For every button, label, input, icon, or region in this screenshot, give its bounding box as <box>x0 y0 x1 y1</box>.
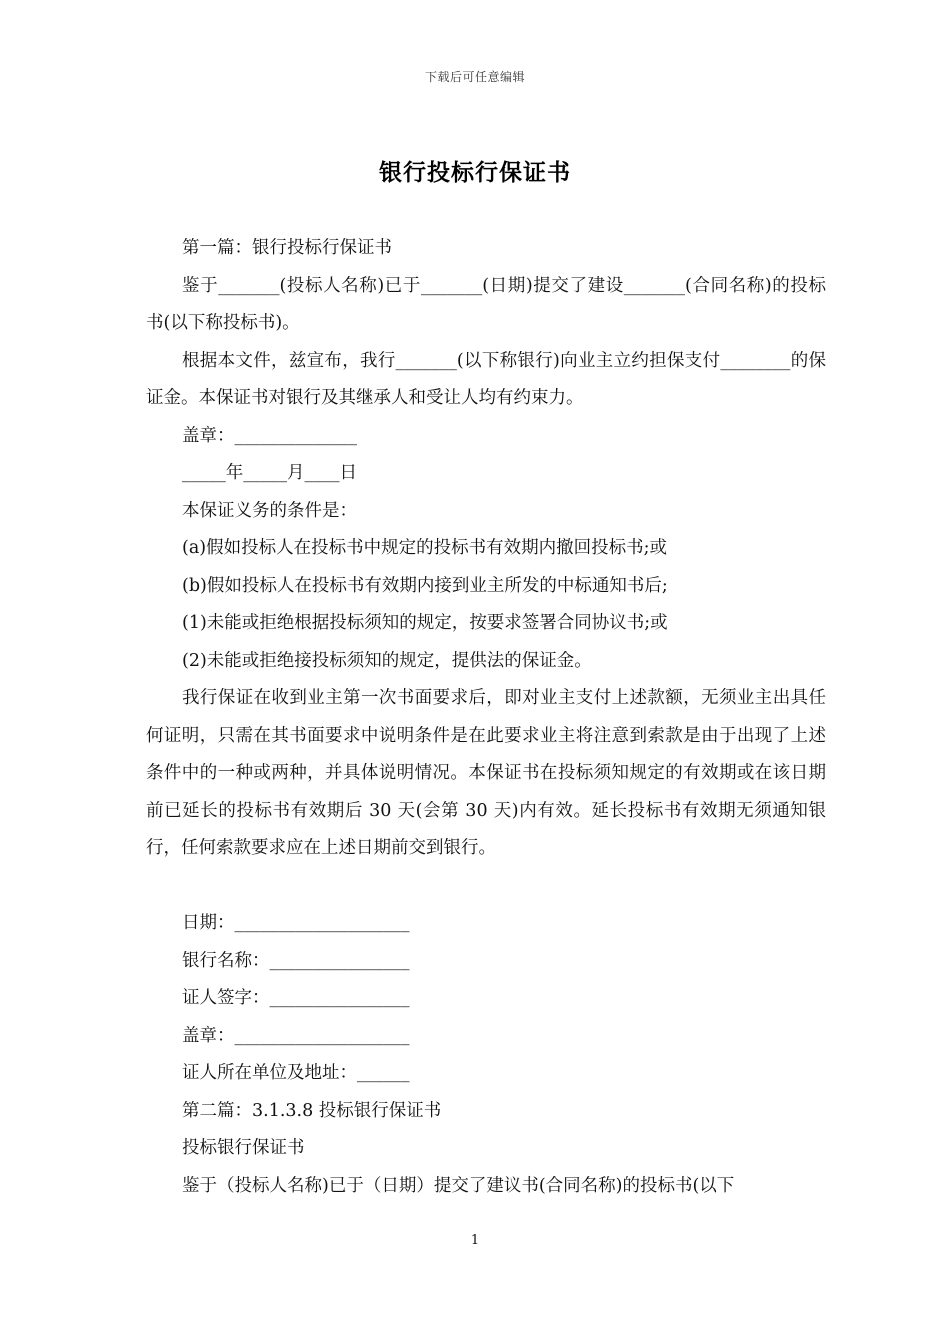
condition-b: (b)假如投标人在投标书有效期内接到业主所发的中标通知书后; <box>182 575 668 596</box>
section-subtitle: 投标银行保证书 <box>182 1138 305 1158</box>
condition-2: (2)未能或拒绝接投标须知的规定，提供法的保证金。 <box>182 650 592 671</box>
blank-line <box>146 868 826 906</box>
section-heading-2: 第二篇：3.1.3.8 投标银行保证书 <box>182 1100 442 1121</box>
signature-date-line: 日期：____________________ <box>182 913 410 933</box>
bank-name-line: 银行名称：________________ <box>182 950 410 971</box>
condition-a: (a)假如投标人在投标书中规定的投标书有效期内撤回投标书;或 <box>182 538 667 558</box>
signature-seal-line: 盖章：____________________ <box>182 1025 410 1046</box>
seal-line: 盖章：______________ <box>182 425 357 446</box>
conditions-heading: 本保证义务的条件是： <box>182 500 357 521</box>
document-body <box>146 230 826 1205</box>
page-number: 1 <box>470 1233 480 1248</box>
date-line: _____年_____月____日 <box>182 463 357 483</box>
paragraph-second-intro: 鉴于（投标人名称)已于（日期）提交了建议书(合同名称)的投标书(以下 <box>182 1175 735 1196</box>
paragraph-guarantee: 我行保证在收到业主第一次书面要求后，即对业主支付上述款额，无须业主出具任何证明，只需在其书面要求中说明条件是在此要求业主将注意到索款是由于出现了上述条件中的一种或两种，并具体说明情况。本保证书在投标须知规定的有效期或在该日期前已延长的投标书有效期后 30 天(会第 30 天)内有效。延长投标书有效期无须通知银行，任何索款要求应在上述日期前交到银行。 <box>146 688 826 858</box>
witness-address-line: 证人所在单位及地址：______ <box>182 1063 410 1083</box>
paragraph-declaration: 根据本文件，兹宣布，我行_______(以下称银行)向业主立约担保支付________的保证金。本保证书对银行及其继承人和受让人均有约束力。 <box>146 350 826 408</box>
document-title: 银行投标行保证书 <box>379 159 571 186</box>
condition-1: (1)未能或拒绝根据投标须知的规定，按要求签署合同协议书;或 <box>182 613 668 633</box>
header-note: 下载后可任意编辑 <box>424 70 525 84</box>
witness-signature-line: 证人签字：________________ <box>182 988 410 1008</box>
paragraph-intro: 鉴于_______(投标人名称)已于_______(日期)提交了建设_______(合同名称)的投标书(以下称投标书)。 <box>146 275 826 333</box>
section-heading-1: 第一篇：银行投标行保证书 <box>182 238 392 258</box>
